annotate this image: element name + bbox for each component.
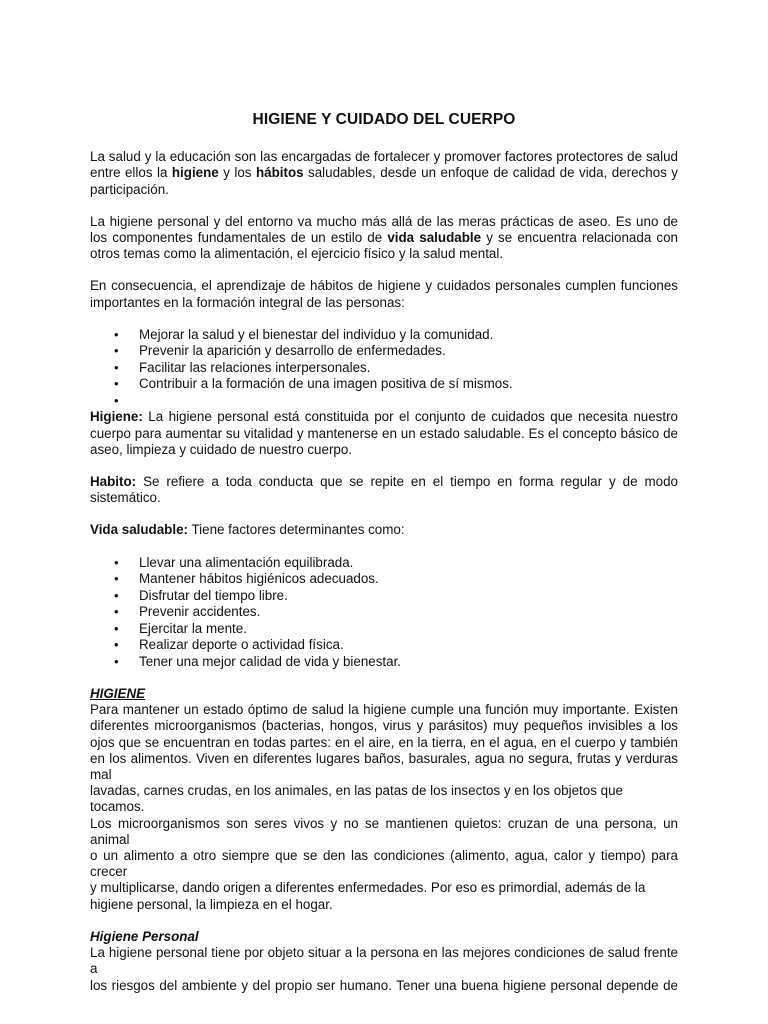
text-line: ojos que se encuentran en todas partes: en el aire, en la tierra, en el agua, en el cuerpo y también — [90, 734, 678, 750]
text-line: La higiene personal tiene por objeto situar a la persona en las mejores condiciones de salud frente a — [90, 945, 678, 977]
text-line: los riesgos del ambiente y del propio ser humano. Tener una buena higiene personal depende de — [90, 977, 678, 993]
healthy-life-factors-list — [90, 555, 678, 671]
document-title: HIGIENE Y CUIDADO DEL CUERPO — [252, 111, 516, 128]
list-item: • Realizar deporte o actividad física. — [90, 637, 678, 654]
vida-saludable-definition: Vida saludable: Tiene factores determinantes como: — [90, 522, 405, 538]
list-item: • Prevenir accidentes. — [90, 604, 678, 621]
text-line: Los microorganismos son seres vivos y no se mantienen quietos: cruzan de una persona, un animal — [90, 815, 678, 847]
list-item: • Mejorar la salud y el bienestar del individuo y la comunidad. — [90, 327, 678, 344]
text-line: y multiplicarse, dando origen a diferentes enfermedades. Por eso es primordial, además de la — [90, 880, 646, 896]
list-item: • Disfrutar del tiempo libre. — [90, 588, 678, 605]
list-item: • Prevenir la aparición y desarrollo de enfermedades. — [90, 343, 678, 360]
document-page — [90, 112, 678, 994]
text-line: lavadas, carnes crudas, en los animales, en las patas de los insectos y en los objetos que tocamos. — [90, 783, 623, 815]
text-line: en los alimentos. Viven en diferentes lugares baños, basurales, agua no segura, frutas y verduras — [90, 750, 678, 766]
personal-hygiene-paragraph: La higiene personal y del entorno va mucho más allá de las meras prácticas de aseo. Es uno de los componentes fundamentales de un estilo de vida saludable y se encuentra relacionada con otros temas como la alimentación, el ejercicio físico y la salud mental. — [90, 213, 678, 262]
habito-definition: Habito: Se refiere a toda conducta que se repite en el tiempo en forma regular y de modo sistemático. — [90, 473, 678, 506]
list-item: • Tener una mejor calidad de vida y bienestar. — [90, 654, 678, 671]
list-item: • Contribuir a la formación de una imagen positiva de sí mismos. — [90, 376, 678, 393]
list-item: • Mantener hábitos higiénicos adecuados. — [90, 571, 678, 588]
list-item: • Llevar una alimentación equilibrada. — [90, 555, 678, 572]
list-item: • Ejercitar la mente. — [90, 621, 678, 638]
higiene-section-heading: HIGIENE — [90, 686, 146, 702]
higiene-section — [90, 686, 678, 913]
higiene-definition: Higiene: La higiene personal está constituida por el conjunto de cuidados que necesita nuestro cuerpo para aumentar su vitalidad y mantenerse en un estado saludable. Es el concepto básico de aseo, limpieza y cuidado de nuestro cuerpo. — [90, 409, 678, 457]
empty-list-item — [90, 393, 678, 410]
list-item: • Facilitar las relaciones interpersonales. — [90, 360, 678, 377]
text-line: Para mantener un estado óptimo de salud la higiene cumple una función muy importante. Existen — [90, 702, 678, 718]
text-line: higiene personal, la limpieza en el hogar. — [90, 896, 333, 912]
consequence-paragraph: En consecuencia, el aprendizaje de hábitos de higiene y cuidados personales cumplen funciones importantes en la formación integral de las personas: — [90, 278, 678, 310]
text-line: mal — [90, 767, 112, 783]
text-line: diferentes microorganismos (bacterias, hongos, virus y parásitos) muy pequeños invisibles a los — [90, 718, 678, 734]
functions-list — [90, 327, 678, 410]
intro-paragraph: La salud y la educación son las encargadas de fortalecer y promover factores protectores de salud entre ellos la higiene y los hábitos saludables, desde un enfoque de calidad de vida, derechos y participación. — [90, 149, 678, 197]
higiene-personal-heading: Higiene Personal — [90, 928, 199, 944]
text-line: o un alimento a otro siempre que se den las condiciones (alimento, agua, calor y tiempo) para — [90, 848, 678, 864]
higiene-personal-section — [90, 929, 678, 994]
text-line: crecer — [90, 864, 128, 880]
